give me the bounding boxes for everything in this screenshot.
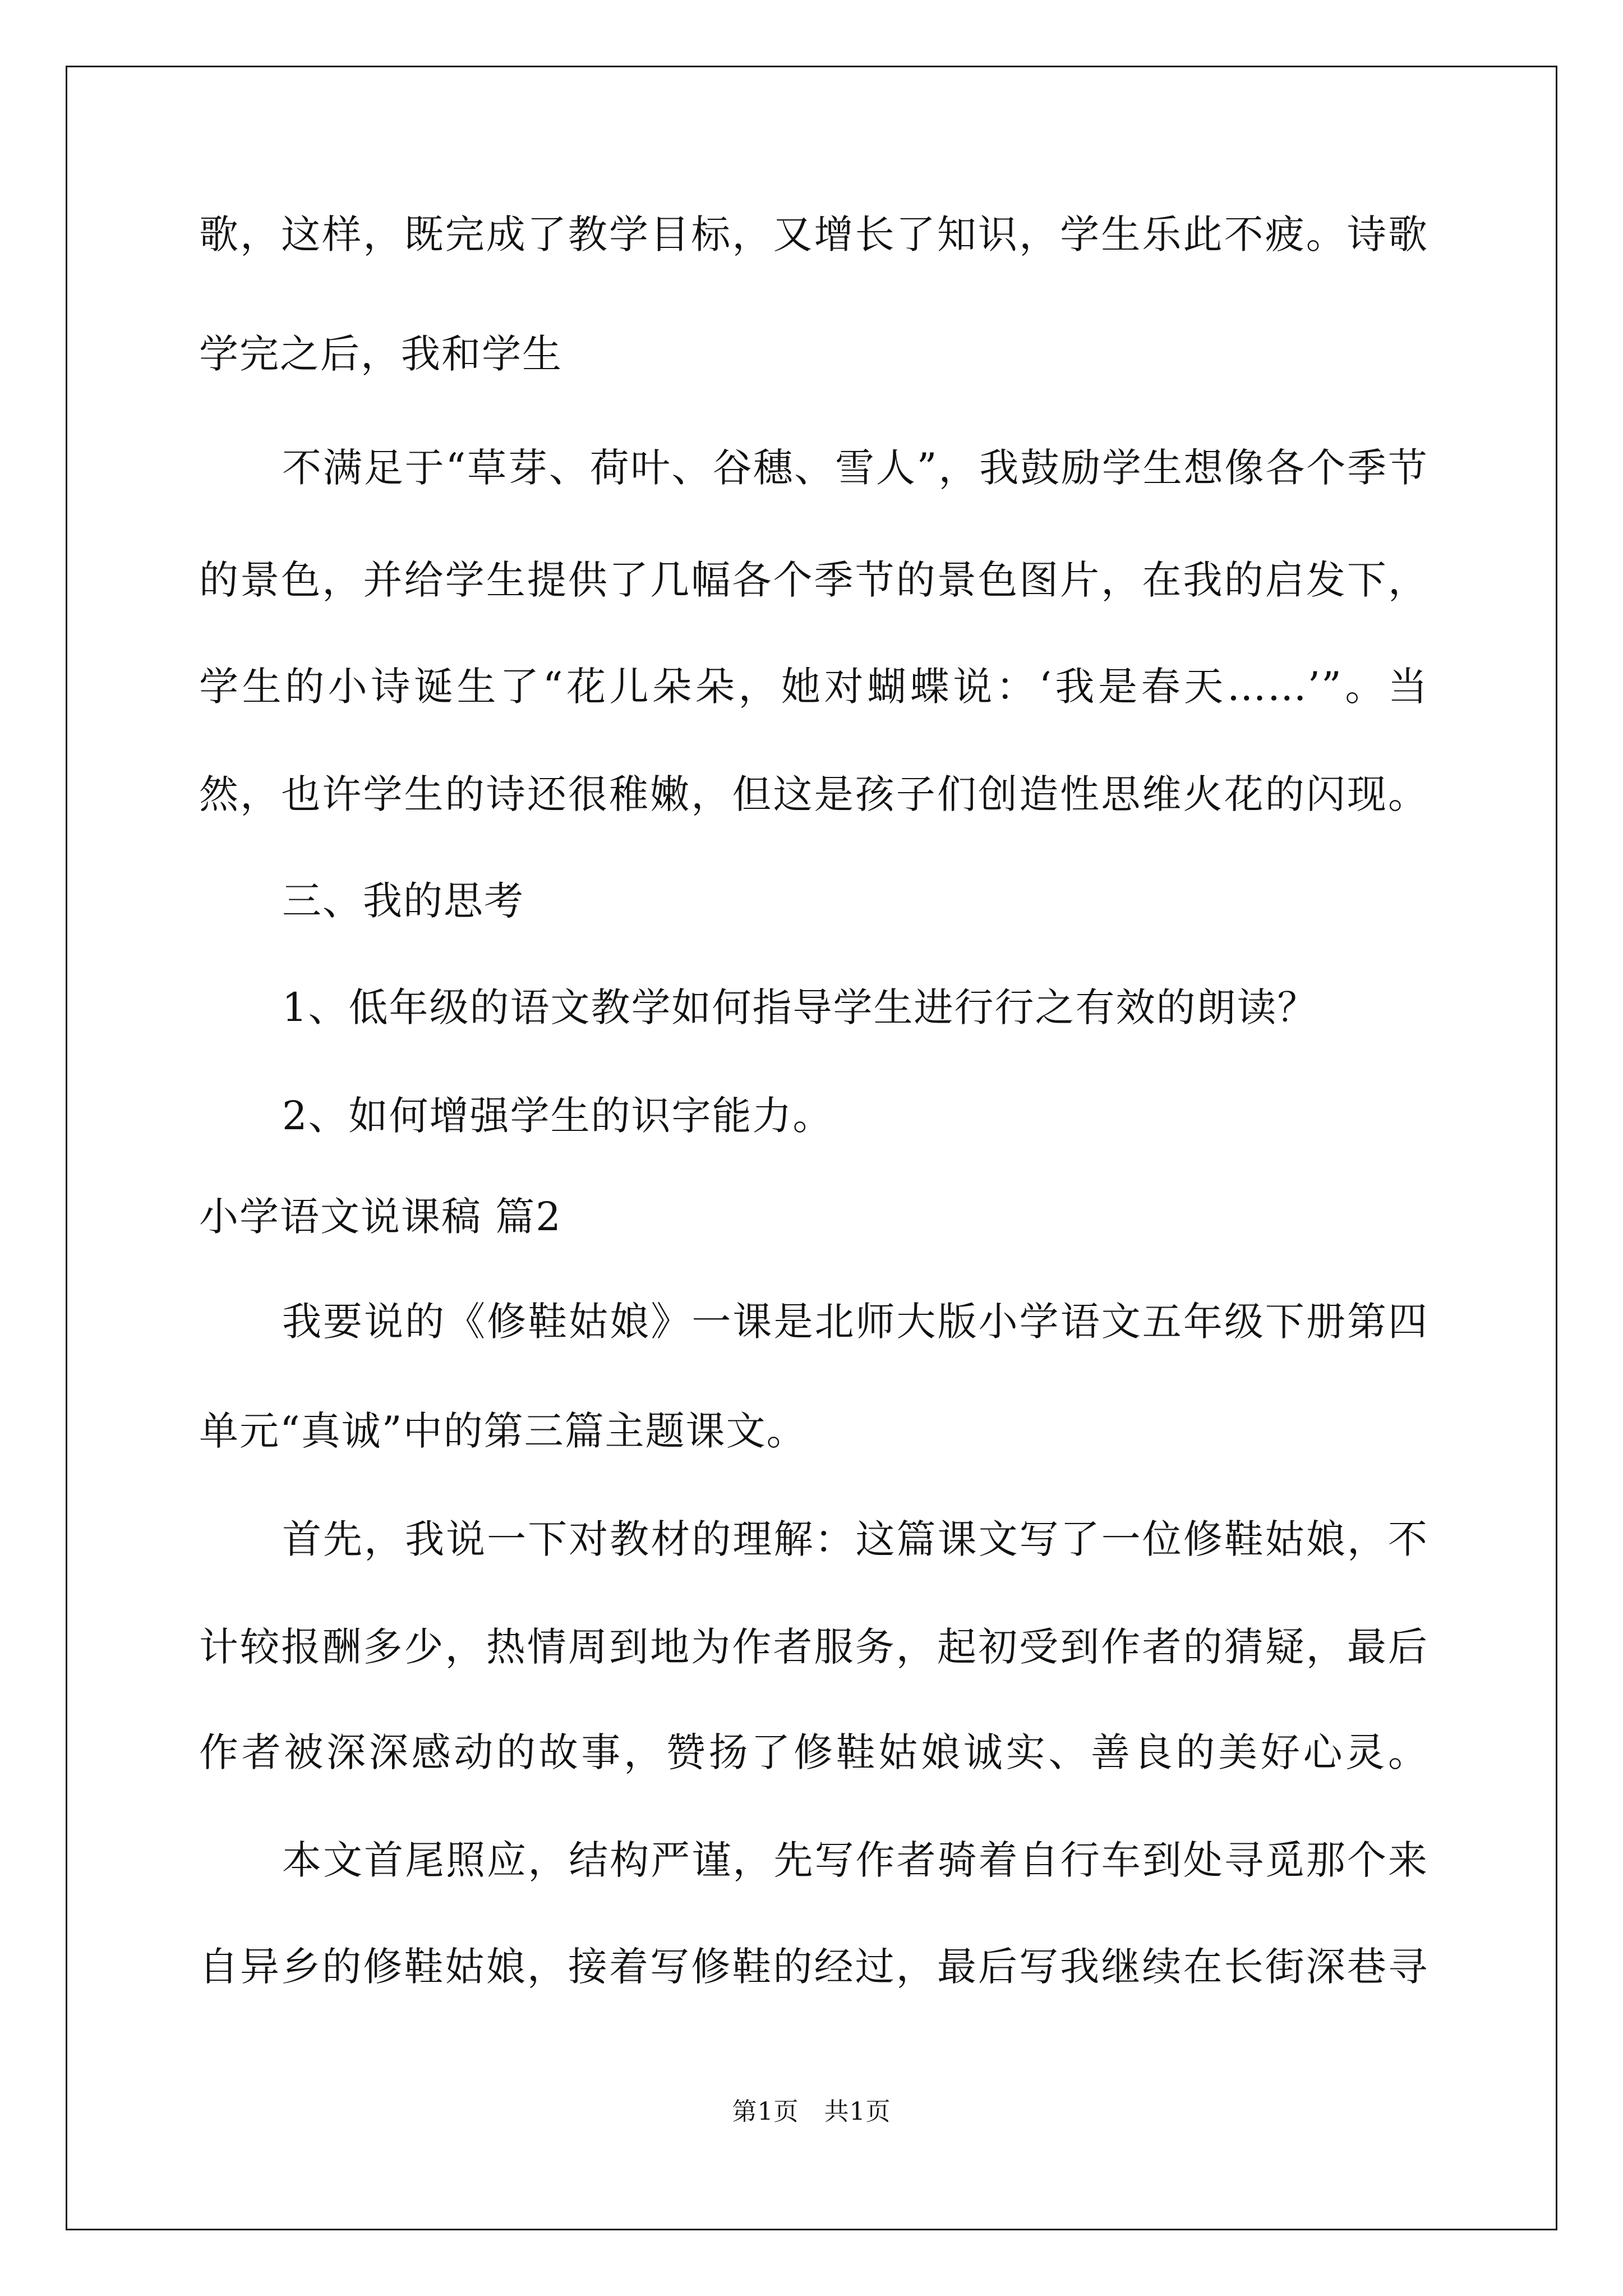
section-heading-thoughts: 三、我的思考 [282,878,524,924]
body-line-15: 作者被深深感动的故事，赞扬了修鞋姑娘诚实、善良的美好心灵。 [199,1729,1428,1775]
body-line-1: 歌，这样，既完成了教学目标，又增长了知识，学生乐此不疲。诗歌 [199,211,1428,257]
body-line-4: 的景色，并给学生提供了几幅各个季节的景色图片，在我的启发下， [199,557,1428,603]
body-line-12: 单元“真诚”中的第三篇主题课文。 [199,1408,807,1454]
body-line-6: 然，也许学生的诗还很稚嫩，但这是孩子们创造性思维火花的闪现。 [199,771,1428,817]
body-line-17: 自异乡的修鞋姑娘，接着写修鞋的经过，最后写我继续在长街深巷寻 [199,1944,1428,1990]
body-line-2: 学完之后，我和学生 [199,331,562,377]
body-line-14: 计较报酬多少，热情周到地为作者服务，起初受到作者的猜疑，最后 [199,1624,1428,1670]
page-border [66,66,1557,2230]
body-line-16: 本文首尾照应，结构严谨，先写作者骑着自行车到处寻觅那个来 [282,1837,1428,1883]
page-footer: 第1页 共1页 [732,2097,891,2126]
body-line-5: 学生的小诗诞生了“花儿朵朵，她对蝴蝶说：‘我是春天……’”。当 [199,664,1428,710]
thought-item-1: 1、低年级的语文教学如何指导学生进行行之有效的朗读？ [282,984,1318,1030]
thought-item-2: 2、如何增强学生的识字能力。 [282,1093,833,1139]
article-title: 小学语文说课稿 篇2 [199,1194,562,1240]
body-line-13: 首先，我说一下对教材的理解：这篇课文写了一位修鞋姑娘，不 [282,1516,1428,1562]
paragraph-start-line: 不满足于“草芽、荷叶、谷穗、雪人”，我鼓励学生想像各个季节 [282,445,1428,491]
body-line-11: 我要说的《修鞋姑娘》一课是北师大版小学语文五年级下册第四 [282,1299,1428,1345]
